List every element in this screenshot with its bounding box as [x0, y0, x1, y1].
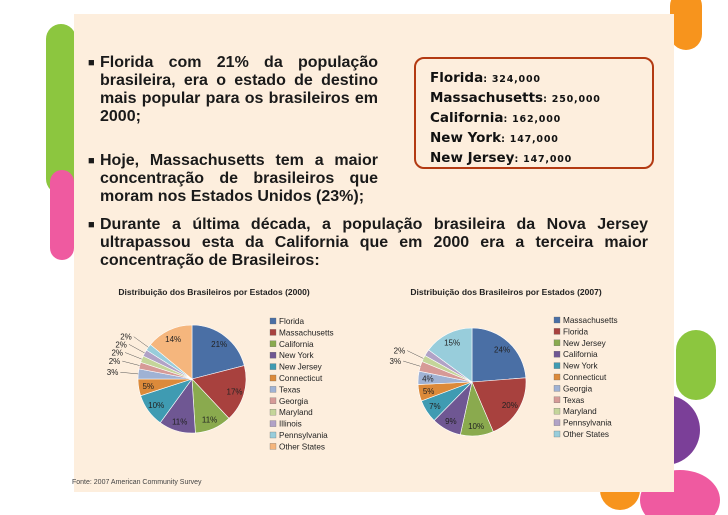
data-label-other-states: 15% — [444, 338, 461, 348]
data-label-new-jersey: 10% — [468, 422, 485, 432]
leader-line-texas — [120, 372, 138, 374]
legend-label-new-york: New York — [563, 361, 598, 371]
legend-label-new-jersey: New Jersey — [563, 338, 606, 348]
legend-swatch-new-jersey — [270, 364, 276, 370]
bullet-square-icon: ■ — [88, 219, 95, 231]
legend-label-other-states: Other States — [279, 442, 325, 452]
legend-label-pennsylvania: Pennsylvania — [279, 431, 328, 440]
legend-label-georgia: Georgia — [563, 384, 593, 394]
legend-label-texas: Texas — [279, 385, 301, 395]
legend-swatch-california — [270, 341, 276, 347]
data-label-new-york: 7% — [429, 402, 441, 412]
legend-label-new-york: New York — [279, 351, 314, 361]
infobox-row: Florida: 324,000 — [430, 70, 541, 86]
data-label-georgia: 4% — [422, 374, 434, 384]
legend-label-florida: Florida — [563, 327, 589, 337]
chart-title: Distribuição dos Brasileiros por Estados (2000) — [118, 287, 310, 297]
legend-label-california: California — [279, 339, 314, 349]
legend-swatch-pennsylvania — [270, 432, 276, 438]
legend-label-maryland: Maryland — [279, 408, 313, 418]
data-label-illinois: 2% — [115, 340, 127, 350]
legend-label-florida: Florida — [279, 317, 305, 326]
bullet-massachusetts-today — [88, 152, 378, 206]
data-label-florida: 21% — [211, 340, 228, 350]
data-label-massachusetts: 24% — [494, 345, 511, 355]
population-infobox — [414, 57, 654, 169]
leader-line-georgia — [122, 361, 139, 365]
infobox-row: New Jersey: 147,000 — [430, 150, 573, 166]
bullet-florida-2000 — [88, 54, 378, 126]
legend-swatch-georgia — [554, 385, 560, 391]
legend-swatch-massachusetts — [270, 329, 276, 335]
legend-swatch-other-states — [554, 431, 560, 437]
legend-label-illinois: Illinois — [279, 419, 302, 429]
bullet-square-icon: ■ — [88, 57, 95, 69]
data-label-new-york: 11% — [171, 417, 188, 427]
source-note: Fonte: 2007 American Community Survey — [72, 479, 202, 486]
legend-label-connecticut: Connecticut — [563, 373, 607, 382]
legend-label-connecticut: Connecticut — [279, 374, 323, 383]
pie-chart-2000 — [76, 276, 376, 476]
data-label-texas: 3% — [106, 368, 119, 378]
leader-line-illinois — [129, 344, 145, 353]
decor-orange-blob-top-right — [670, 0, 702, 50]
data-label-other-states: 14% — [165, 334, 182, 344]
legend-swatch-california — [554, 351, 560, 357]
data-label-pennsylvania: 2% — [120, 332, 132, 342]
legend-swatch-maryland — [554, 408, 560, 414]
data-label-connecticut: 5% — [142, 381, 155, 391]
legend-swatch-massachusetts — [554, 317, 560, 323]
bullet-text: Durante a última década, a população brasileira da Nova Jersey ultrapassou esta da California que em 2000 era a terceira maior concentração de Brasileiros: — [100, 216, 648, 269]
infobox-row: Massachusetts: 250,000 — [430, 90, 601, 106]
leader-line-maryland — [407, 351, 423, 359]
legend-label-maryland: Maryland — [563, 407, 597, 417]
leader-line-maryland — [125, 353, 142, 360]
data-label-georgia: 2% — [108, 357, 121, 367]
legend-swatch-pennsylvania — [554, 420, 560, 426]
data-label-connecticut: 5% — [422, 386, 435, 396]
legend-swatch-texas — [270, 386, 276, 392]
bullet-new-jersey-decade — [88, 216, 648, 270]
data-label-maryland: 2% — [393, 346, 406, 356]
bullet-square-icon: ■ — [88, 155, 95, 167]
legend-label-massachusetts: Massachusetts — [563, 316, 618, 325]
bullet-text: Florida com 21% da população brasileira, era o estado de destino mais popular para os brasileiros em 2000; — [100, 54, 378, 125]
legend-label-massachusetts: Massachusetts — [279, 328, 334, 338]
legend-swatch-texas — [554, 397, 560, 403]
data-label-california: 11% — [201, 415, 218, 425]
decor-green-blob-left — [46, 24, 76, 194]
legend-swatch-new-jersey — [554, 340, 560, 346]
legend-swatch-other-states — [270, 443, 276, 449]
legend-label-georgia: Georgia — [279, 396, 309, 406]
legend-label-new-jersey: New Jersey — [279, 362, 322, 372]
legend-swatch-new-york — [270, 352, 276, 358]
legend-swatch-florida — [270, 318, 276, 324]
data-label-california: 9% — [445, 416, 457, 426]
infobox-row: New York: 147,000 — [430, 130, 559, 146]
legend-swatch-florida — [554, 328, 560, 334]
data-label-massachusetts: 17% — [226, 387, 243, 397]
decor-pink-blob-left — [50, 170, 74, 260]
infobox-row: California: 162,000 — [430, 110, 562, 126]
legend-swatch-new-york — [554, 363, 560, 369]
legend-label-texas: Texas — [563, 395, 585, 405]
legend-swatch-illinois — [270, 421, 276, 427]
data-label-texas: 3% — [389, 357, 402, 367]
pie-chart-2007 — [388, 276, 688, 476]
data-label-new-jersey: 10% — [148, 401, 165, 411]
legend-label-california: California — [563, 350, 598, 360]
legend-swatch-maryland — [270, 409, 276, 415]
legend-swatch-georgia — [270, 398, 276, 404]
legend-label-pennsylvania: Pennsylvania — [563, 418, 612, 428]
leader-line-pennsylvania — [134, 337, 149, 348]
data-label-florida: 20% — [501, 400, 518, 410]
legend-label-other-states: Other States — [563, 430, 609, 439]
bullet-text: Hoje, Massachusetts tem a maior concentração de brasileiros que moram nos Estados Unidos (23%); — [100, 152, 378, 205]
leader-line-texas — [403, 361, 420, 366]
data-label-maryland: 2% — [111, 348, 124, 358]
legend-swatch-connecticut — [270, 375, 276, 381]
pie-slice-massachusetts — [472, 328, 526, 382]
chart-title: Distribuição dos Brasileiros por Estados (2007) — [410, 287, 602, 297]
legend-swatch-connecticut — [554, 374, 560, 380]
